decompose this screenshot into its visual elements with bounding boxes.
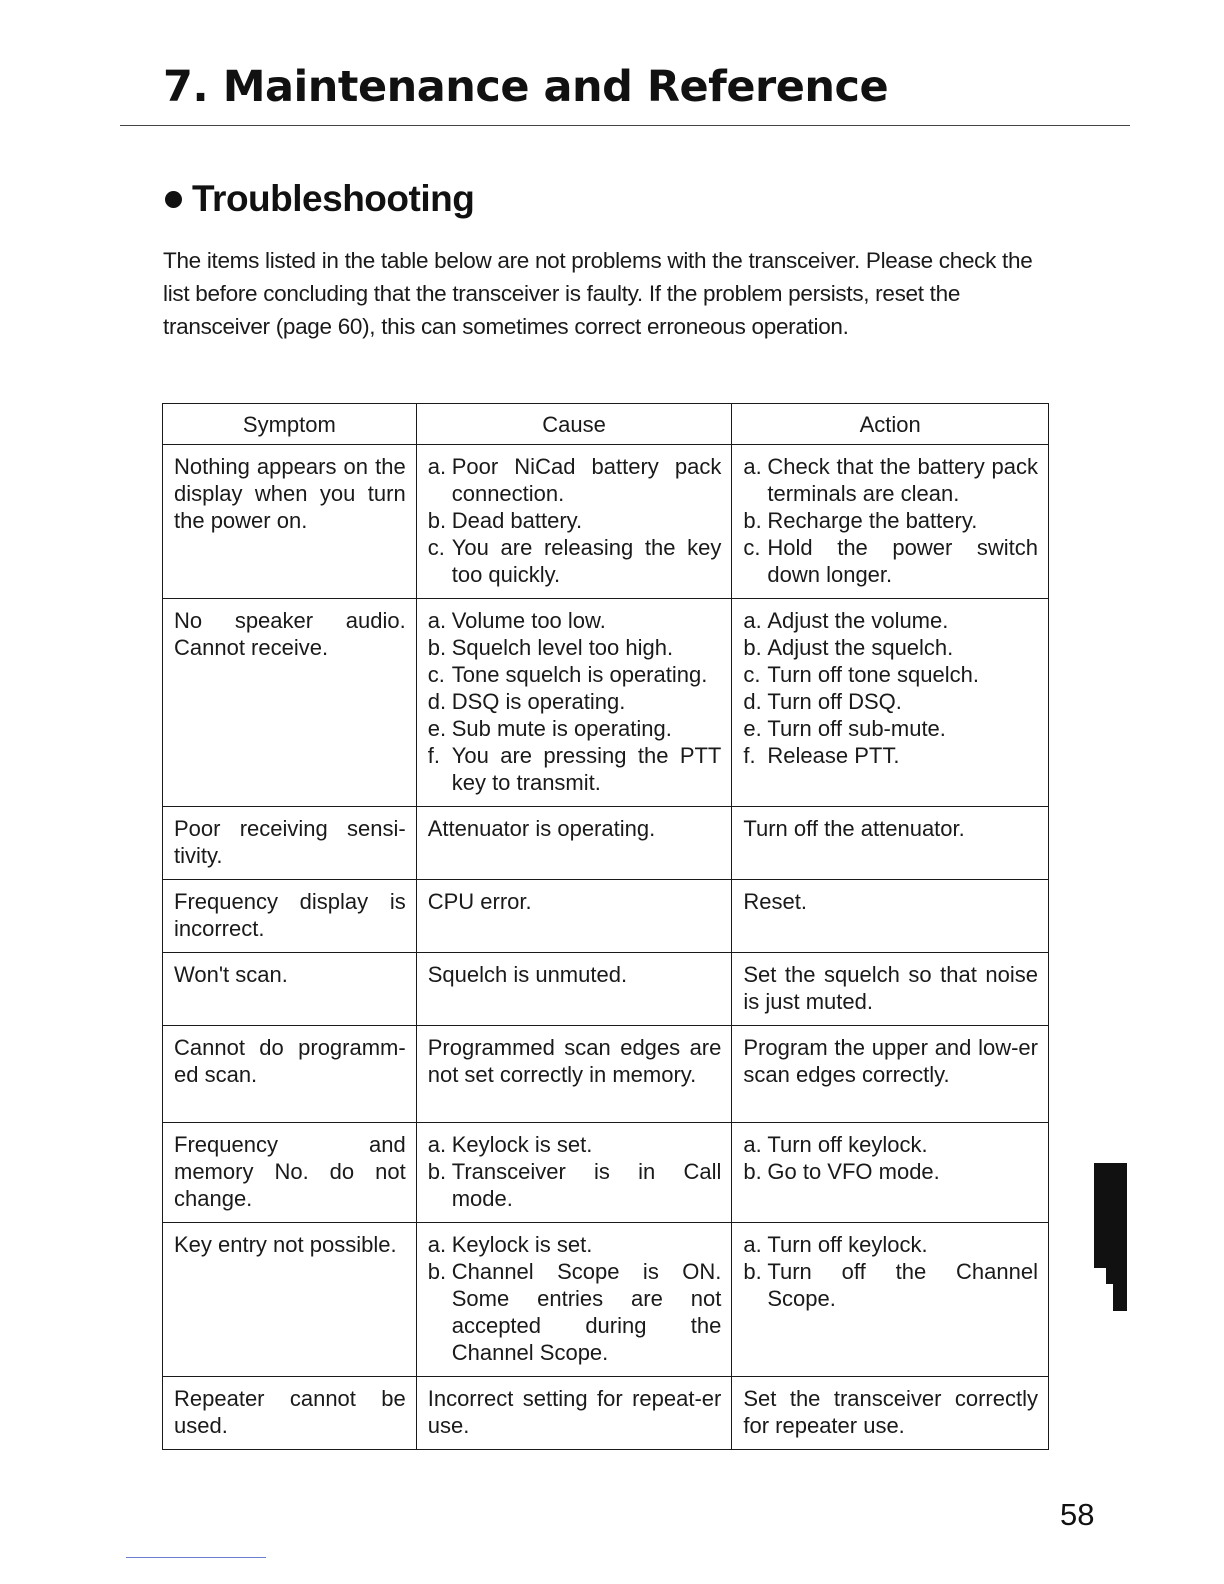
table-header-row bbox=[163, 404, 1049, 445]
table-row bbox=[163, 807, 1049, 880]
cause-cell bbox=[416, 807, 732, 880]
action-text: Go to VFO mode. bbox=[767, 1159, 940, 1184]
action-item bbox=[743, 961, 1038, 1015]
chapter-tab-marker bbox=[1094, 1163, 1127, 1311]
cause-item bbox=[428, 742, 722, 796]
footer-line bbox=[126, 1557, 266, 1558]
symptom-cell: Nothing appears on the display when you turn the power on. bbox=[163, 445, 417, 599]
cause-letter: c. bbox=[427, 662, 445, 687]
action-cell bbox=[732, 599, 1049, 807]
action-cell bbox=[732, 1223, 1049, 1377]
symptom-cell: Cannot do programm-ed scan. bbox=[163, 1026, 417, 1123]
action-letter: a. bbox=[743, 1232, 762, 1257]
column-header-symptom: Symptom bbox=[163, 404, 417, 445]
cause-cell bbox=[416, 599, 732, 807]
action-text: Turn off the Channel Scope. bbox=[767, 1259, 1038, 1311]
cause-letter: f. bbox=[427, 743, 440, 768]
action-item bbox=[743, 815, 1038, 842]
cause-item bbox=[428, 1231, 722, 1258]
action-item bbox=[743, 1385, 1038, 1439]
action-cell bbox=[732, 807, 1049, 880]
action-item bbox=[743, 1258, 1038, 1312]
action-text: Turn off the attenuator. bbox=[743, 816, 965, 841]
action-text: Turn off keylock. bbox=[767, 1132, 928, 1157]
action-item bbox=[743, 634, 1038, 661]
chapter-title: 7. Maintenance and Reference bbox=[163, 62, 889, 112]
cause-item bbox=[428, 715, 722, 742]
cause-letter: a. bbox=[427, 1232, 447, 1257]
cause-letter: b. bbox=[427, 1159, 447, 1184]
cause-text: Volume too low. bbox=[451, 608, 606, 633]
action-item bbox=[743, 1231, 1038, 1258]
action-letter: e. bbox=[743, 716, 762, 741]
action-cell bbox=[732, 1123, 1049, 1223]
table-row bbox=[163, 1223, 1049, 1377]
cause-item bbox=[428, 1258, 722, 1366]
action-item bbox=[743, 715, 1038, 742]
action-text: Reset. bbox=[743, 889, 807, 914]
action-cell bbox=[732, 880, 1049, 953]
cause-text: You are releasing the key too quickly. bbox=[451, 535, 722, 587]
cause-text: Squelch level too high. bbox=[451, 635, 674, 660]
table-row bbox=[163, 1026, 1049, 1123]
action-text: Adjust the squelch. bbox=[767, 635, 954, 660]
cause-item bbox=[428, 688, 722, 715]
table-row bbox=[163, 1377, 1049, 1450]
cause-text: Keylock is set. bbox=[451, 1132, 593, 1157]
action-item bbox=[743, 453, 1038, 507]
action-text: Recharge the battery. bbox=[767, 508, 978, 533]
action-item bbox=[743, 607, 1038, 634]
cause-letter: c. bbox=[427, 535, 445, 560]
troubleshooting-table bbox=[162, 403, 1049, 1450]
bullet-icon bbox=[165, 191, 182, 208]
action-letter: b. bbox=[743, 1159, 762, 1184]
cause-text: DSQ is operating. bbox=[451, 689, 626, 714]
action-letter: a. bbox=[743, 1132, 762, 1157]
column-header-action: Action bbox=[732, 404, 1049, 445]
column-header-cause: Cause bbox=[416, 404, 732, 445]
intro-paragraph: The items listed in the table below are not problems with the transceiver. Please check the list before concluding that the transceiver is faulty. If the problem persists, reset the transceiver (page 60), this can sometimes correct erroneous operation. bbox=[163, 248, 1033, 339]
cause-cell bbox=[416, 953, 732, 1026]
action-text: Set the transceiver correctly for repeater use. bbox=[743, 1386, 1038, 1438]
action-letter: c. bbox=[743, 535, 761, 560]
cause-letter: d. bbox=[427, 689, 447, 714]
cause-letter: a. bbox=[427, 454, 447, 479]
chapter-divider bbox=[120, 125, 1130, 126]
cause-cell bbox=[416, 445, 732, 599]
cause-item bbox=[428, 507, 722, 534]
action-text: Program the upper and low-er scan edges correctly. bbox=[743, 1035, 1038, 1087]
symptom-cell: Won't scan. bbox=[163, 953, 417, 1026]
section-title bbox=[165, 178, 474, 220]
action-letter: a. bbox=[743, 608, 762, 633]
action-text: Adjust the volume. bbox=[767, 608, 949, 633]
section-title-text: Troubleshooting bbox=[192, 178, 475, 219]
action-item bbox=[743, 661, 1038, 688]
cause-letter: b. bbox=[427, 1259, 447, 1284]
action-text: Turn off tone squelch. bbox=[767, 662, 979, 687]
action-letter: a. bbox=[743, 454, 762, 479]
action-text: Hold the power switch down longer. bbox=[767, 535, 1038, 587]
cause-cell bbox=[416, 1123, 732, 1223]
action-letter: b. bbox=[743, 635, 762, 660]
symptom-cell: Frequency and memory No. do not change. bbox=[163, 1123, 417, 1223]
cause-letter: b. bbox=[427, 508, 447, 533]
cause-item bbox=[428, 534, 722, 588]
cause-text: Squelch is unmuted. bbox=[427, 962, 628, 987]
action-letter: d. bbox=[743, 689, 762, 714]
action-cell bbox=[732, 1026, 1049, 1123]
action-item bbox=[743, 888, 1038, 915]
cause-item bbox=[428, 961, 722, 988]
action-item bbox=[743, 1034, 1038, 1088]
cause-text: Transceiver is in Call mode. bbox=[451, 1159, 722, 1211]
action-item bbox=[743, 1158, 1038, 1185]
symptom-cell: Key entry not possible. bbox=[163, 1223, 417, 1377]
action-item bbox=[743, 742, 1038, 769]
cause-text: Attenuator is operating. bbox=[427, 816, 656, 841]
table-row bbox=[163, 880, 1049, 953]
action-item bbox=[743, 1131, 1038, 1158]
cause-item bbox=[428, 888, 722, 915]
cause-item bbox=[428, 607, 722, 634]
action-item bbox=[743, 688, 1038, 715]
cause-text: Sub mute is operating. bbox=[451, 716, 672, 741]
table-row bbox=[163, 445, 1049, 599]
cause-text: Programmed scan edges are not set correctly in memory. bbox=[427, 1035, 722, 1087]
table-row bbox=[163, 953, 1049, 1026]
table-row bbox=[163, 599, 1049, 807]
symptom-cell: No speaker audio. Cannot receive. bbox=[163, 599, 417, 807]
cause-letter: a. bbox=[427, 608, 447, 633]
cause-letter: a. bbox=[427, 1132, 447, 1157]
cause-item bbox=[428, 1158, 722, 1212]
symptom-cell: Poor receiving sensi-tivity. bbox=[163, 807, 417, 880]
table-row bbox=[163, 1123, 1049, 1223]
cause-text: Incorrect setting for repeat-er use. bbox=[427, 1386, 722, 1438]
action-text: Turn off sub-mute. bbox=[767, 716, 946, 741]
cause-item bbox=[428, 815, 722, 842]
cause-cell bbox=[416, 1377, 732, 1450]
cause-item bbox=[428, 1385, 722, 1439]
action-text: Turn off keylock. bbox=[767, 1232, 928, 1257]
cause-cell bbox=[416, 1223, 732, 1377]
action-letter: f. bbox=[743, 743, 756, 768]
action-item bbox=[743, 534, 1038, 588]
cause-text: CPU error. bbox=[427, 889, 532, 914]
cause-item bbox=[428, 634, 722, 661]
cause-cell bbox=[416, 1026, 732, 1123]
action-text: Set the squelch so that noise is just muted. bbox=[743, 962, 1038, 1014]
cause-item bbox=[428, 1034, 722, 1088]
action-letter: c. bbox=[743, 662, 761, 687]
cause-text: Channel Scope is ON. Some entries are not accepted during the Channel Scope. bbox=[451, 1259, 722, 1365]
cause-text: Keylock is set. bbox=[451, 1232, 593, 1257]
page-number: 58 bbox=[1060, 1497, 1095, 1532]
action-text: Release PTT. bbox=[767, 743, 900, 768]
cause-text: Dead battery. bbox=[451, 508, 583, 533]
cause-text: You are pressing the PTT key to transmit. bbox=[451, 743, 722, 795]
cause-item bbox=[428, 661, 722, 688]
cause-item bbox=[428, 453, 722, 507]
action-text: Check that the battery pack terminals are clean. bbox=[767, 454, 1038, 506]
cause-item bbox=[428, 1131, 722, 1158]
cause-text: Poor NiCad battery pack connection. bbox=[451, 454, 722, 506]
action-letter: b. bbox=[743, 1259, 762, 1284]
cause-cell bbox=[416, 880, 732, 953]
action-cell bbox=[732, 1377, 1049, 1450]
action-cell bbox=[732, 953, 1049, 1026]
symptom-cell: Repeater cannot be used. bbox=[163, 1377, 417, 1450]
table-body bbox=[163, 445, 1049, 1450]
symptom-cell: Frequency display is incorrect. bbox=[163, 880, 417, 953]
action-letter: b. bbox=[743, 508, 762, 533]
action-item bbox=[743, 507, 1038, 534]
cause-letter: b. bbox=[427, 635, 447, 660]
action-cell bbox=[732, 445, 1049, 599]
cause-letter: e. bbox=[427, 716, 447, 741]
action-text: Turn off DSQ. bbox=[767, 689, 902, 714]
cause-text: Tone squelch is operating. bbox=[451, 662, 708, 687]
